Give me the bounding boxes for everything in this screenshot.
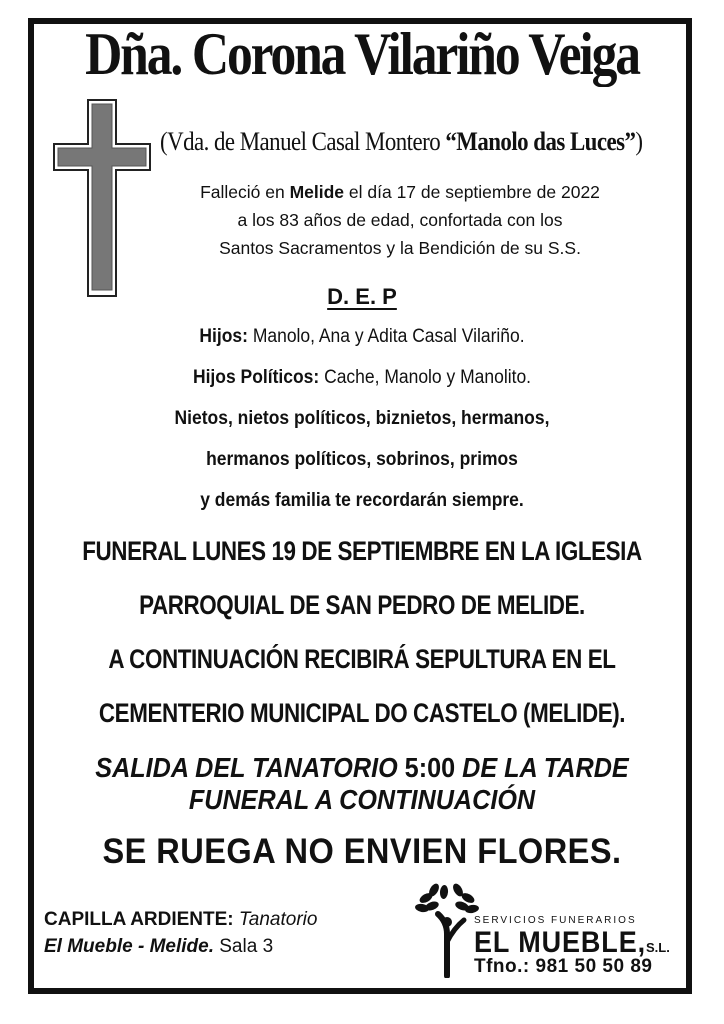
cross-icon xyxy=(50,96,154,300)
widow-of-nickname: “Manolo das Luces” xyxy=(445,127,636,156)
chapel-label: CAPILLA ARDIENTE: xyxy=(44,909,234,930)
departure-end: DE LA TARDE xyxy=(455,752,629,783)
death-line-2: a los 83 años de edad, confortada con los xyxy=(237,210,563,230)
death-date: el día 17 de septiembre de 2022 xyxy=(344,182,600,202)
chapel-line-2 xyxy=(44,933,317,960)
chapel-line-1 xyxy=(44,906,317,933)
in-laws-label: Hijos Políticos: xyxy=(192,367,320,388)
death-details xyxy=(150,178,650,262)
funeral-line-1: FUNERAL LUNES 19 DE SEPTIEMBRE EN LA IGLESIA xyxy=(82,536,642,566)
logo-suffix: S.L. xyxy=(646,940,670,955)
chapel-room: Sala 3 xyxy=(213,936,274,957)
death-line-3: Santos Sacramentos y la Bendición de su S.S. xyxy=(219,238,581,258)
funeral-line-4: CEMENTERIO MUNICIPAL DO CASTELO (MELIDE). xyxy=(98,698,626,728)
in-laws-value: Cache, Manolo y Manolito. xyxy=(319,367,532,388)
logo-name: EL MUEBLE, xyxy=(474,926,647,959)
logo-phone: Tfno.: 981 50 50 89 xyxy=(474,956,653,977)
dep-text: D. E. P xyxy=(327,284,397,309)
death-line-1 xyxy=(150,178,650,206)
widow-of-line xyxy=(160,127,643,157)
departure-time: 5:00 xyxy=(404,752,456,783)
departure-line-1 xyxy=(36,752,688,784)
family-line-3: y demás familia te recordarán siempre. xyxy=(200,490,524,511)
children-value: Manolo, Ana y Adita Casal Vilariño. xyxy=(247,326,525,347)
family-line-2: hermanos políticos, sobrinos, primos xyxy=(206,449,518,470)
funeral-home-logo xyxy=(414,882,670,982)
no-flowers-notice: SE RUEGA NO ENVIEN FLORES. xyxy=(102,832,622,871)
dep-heading xyxy=(0,284,724,310)
children-line xyxy=(29,326,695,348)
chapel-value: Tanatorio xyxy=(233,909,318,930)
family-line-1: Nietos, nietos políticos, biznietos, hermanos, xyxy=(174,408,550,429)
funeral-line-3: A CONTINUACIÓN RECIBIRÁ SEPULTURA EN EL xyxy=(108,644,616,674)
deceased-name: Dña. Corona Vilariño Veiga xyxy=(85,21,639,87)
chapel-info xyxy=(44,906,317,960)
widow-of-suffix: ) xyxy=(635,127,643,156)
death-line-1-start: Falleció en xyxy=(200,182,290,202)
departure-start: SALIDA DEL TANATORIO xyxy=(95,752,405,783)
logo-services: SERVICIOS FUNERARIOS xyxy=(474,915,637,926)
children-label: Hijos: xyxy=(199,326,248,347)
chapel-place: El Mueble - Melide. xyxy=(44,936,214,957)
death-place: Melide xyxy=(289,182,345,202)
departure-line-2: FUNERAL A CONTINUACIÓN xyxy=(188,784,536,815)
funeral-line-2: PARROQUIAL DE SAN PEDRO DE MELIDE. xyxy=(139,590,585,620)
in-laws-line xyxy=(29,367,695,389)
widow-of-prefix: (Vda. de Manuel Casal Montero xyxy=(160,127,446,156)
